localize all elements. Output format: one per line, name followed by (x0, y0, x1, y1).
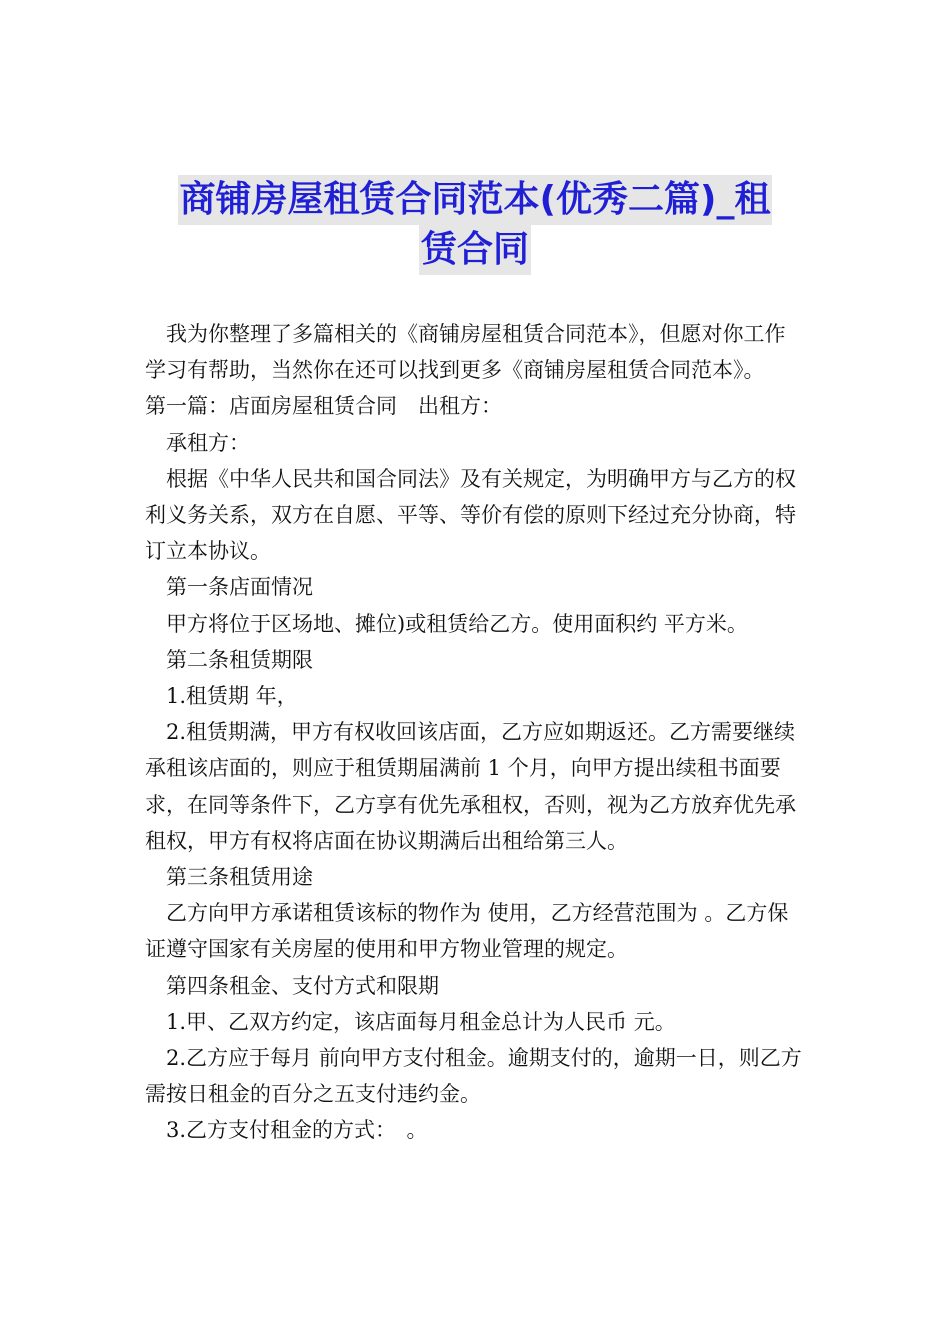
article-2-item-2: 2.租赁期满，甲方有权收回该店面，乙方应如期返还。乙方需要继续承租该店面的，则应于租赁期届满前 1 个月，向甲方提出续租书面要求，在同等条件下，乙方享有优先承租权，否则，视为乙方放弃优先承租权，甲方有权将店面在协议期满后出租给第三人。 (145, 720, 796, 853)
article-2-heading: 第二条租赁期限 (166, 647, 313, 672)
article-1-heading: 第一条店面情况 (166, 575, 313, 600)
article-3-heading: 第三条租赁用途 (166, 865, 313, 890)
article-4-item-3: 3.乙方支付租金的方式： 。 (166, 1118, 428, 1143)
article-4-heading: 第四条租金、支付方式和限期 (166, 973, 439, 998)
intro-paragraph: 我为你整理了多篇相关的《商铺房屋租赁合同范本》，但愿对你工作学习有帮助，当然你在还可以找到更多《商铺房屋租赁合同范本》。 (145, 322, 786, 383)
title-line-2: 赁合同 (419, 225, 531, 275)
title-line-1: 商铺房屋租赁合同范本(优秀二篇)_租 (178, 175, 773, 225)
article-3-text: 乙方向甲方承诺租赁该标的物作为 使用，乙方经营范围为 。乙方保证遵守国家有关房屋的使用和甲方物业管理的规定。 (145, 901, 789, 962)
article-2-item-1: 1.租赁期 年， (166, 684, 298, 709)
article-1-text: 甲方将位于区场地、摊位)或租赁给乙方。使用面积约 平方米。 (166, 611, 748, 636)
preamble-paragraph: 根据《中华人民共和国合同法》及有关规定，为明确甲方与乙方的权利义务关系，双方在自愿、平等、等价有偿的原则下经过充分协商，特订立本协议。 (145, 466, 796, 564)
document-title (145, 175, 805, 275)
lessee-label: 承租方： (166, 430, 250, 455)
article-4-item-2: 2.乙方应于每月 前向甲方支付租金。逾期支付的，逾期一日，则乙方需按日租金的百分之五支付违约金。 (145, 1046, 802, 1107)
section-heading-first: 第一篇：店面房屋租赁合同 出租方： (145, 394, 502, 419)
document-body (145, 316, 805, 1149)
article-4-item-1: 1.甲、乙双方约定，该店面每月租金总计为人民币 元。 (166, 1009, 676, 1034)
